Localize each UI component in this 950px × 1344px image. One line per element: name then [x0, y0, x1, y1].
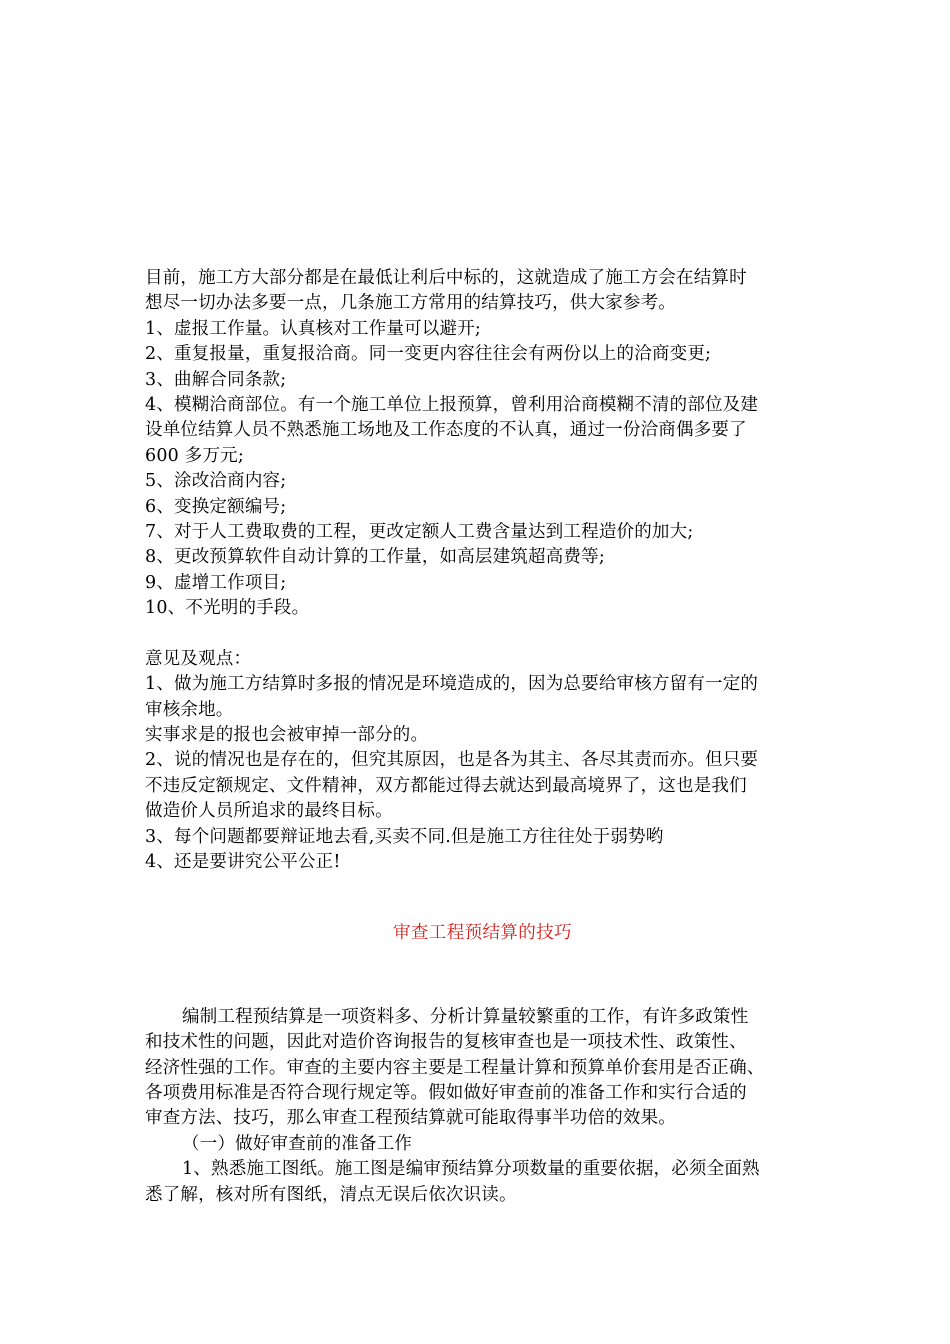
- subheading: （一）做好审查前的准备工作: [182, 1133, 413, 1154]
- opinion-line: 2、说的情况也是存在的，但究其原因，也是各为其主、各尽其责而亦。但只要: [145, 750, 759, 771]
- opinion-line: 4、还是要讲究公平公正!: [145, 851, 341, 872]
- opinion-line: 不违反定额规定、文件精神，双方都能过得去就达到最高境界了，这也是我们: [145, 775, 747, 796]
- list-item: 7、对于人工费取费的工程，更改定额人工费含量达到工程造价的加大;: [145, 521, 694, 542]
- opinion-line: 实事求是的报也会被审掉一部分的。: [145, 725, 429, 746]
- list-item: 6、变换定额编号;: [145, 496, 287, 517]
- opinion-line: 做造价人员所追求的最终目标。: [145, 801, 393, 822]
- opinion-line: 1、做为施工方结算时多报的情况是环境造成的，因为总要给审核方留有一定的: [145, 674, 759, 695]
- paragraph-line: 经济性强的工作。审查的主要内容主要是工程量计算和预算单价套用是否正确、: [145, 1057, 765, 1078]
- paragraph-line: 1、熟悉施工图纸。施工图是编审预结算分项数量的重要依据，必须全面熟: [182, 1159, 760, 1180]
- list-item: 9、虚增工作项目;: [145, 572, 287, 593]
- list-item: 10、不光明的手段。: [145, 598, 310, 619]
- list-item: 1、虚报工作量。认真核对工作量可以避开;: [145, 318, 482, 339]
- article-body: [145, 1005, 810, 1208]
- paragraph-line: 审查方法、技巧，那么审查工程预结算就可能取得事半功倍的效果。: [145, 1108, 676, 1129]
- intro-line: 想尽一切办法多要一点，几条施工方常用的结算技巧，供大家参考。: [145, 293, 676, 314]
- paragraph-line: 各项费用标准是否符合现行规定等。假如做好审查前的准备工作和实行合适的: [145, 1082, 747, 1103]
- list-item: 2、重复报量，重复报洽商。同一变更内容往往会有两份以上的洽商变更;: [145, 344, 712, 365]
- list-item: 8、更改预算软件自动计算的工作量，如高层建筑超高费等;: [145, 547, 605, 568]
- intro-section: [145, 266, 810, 621]
- section-title: 审查工程预结算的技巧: [393, 923, 572, 944]
- opinion-line: 审核余地。: [145, 699, 234, 720]
- paragraph-line: 编制工程预结算是一项资料多、分析计算量较繁重的工作，有许多政策性: [182, 1006, 749, 1027]
- blank-line: [145, 621, 810, 646]
- intro-line: 目前，施工方大部分都是在最低让利后中标的，这就造成了施工方会在结算时: [145, 268, 747, 288]
- paragraph-line: 和技术性的问题，因此对造价咨询报告的复核审查也是一项技术性、政策性、: [145, 1032, 747, 1053]
- list-item: 3、曲解合同条款;: [145, 369, 287, 390]
- list-item: 600 多万元;: [145, 445, 244, 466]
- list-item: 设单位结算人员不熟悉施工场地及工作态度的不认真，通过一份洽商偶多要了: [145, 420, 747, 441]
- document-page: [145, 266, 810, 1208]
- paragraph-line: 悉了解，核对所有图纸，清点无误后依次识读。: [145, 1184, 517, 1205]
- opinion-line: 3、每个问题都要辩证地去看,买卖不同.但是施工方往往处于弱势哟: [145, 826, 664, 847]
- list-item: 4、模糊洽商部位。有一个施工单位上报预算，曾利用洽商模糊不清的部位及建: [145, 394, 759, 415]
- opinions-heading: 意见及观点：: [145, 648, 252, 669]
- opinions-section: [145, 647, 810, 876]
- list-item: 5、涂改洽商内容;: [145, 471, 287, 492]
